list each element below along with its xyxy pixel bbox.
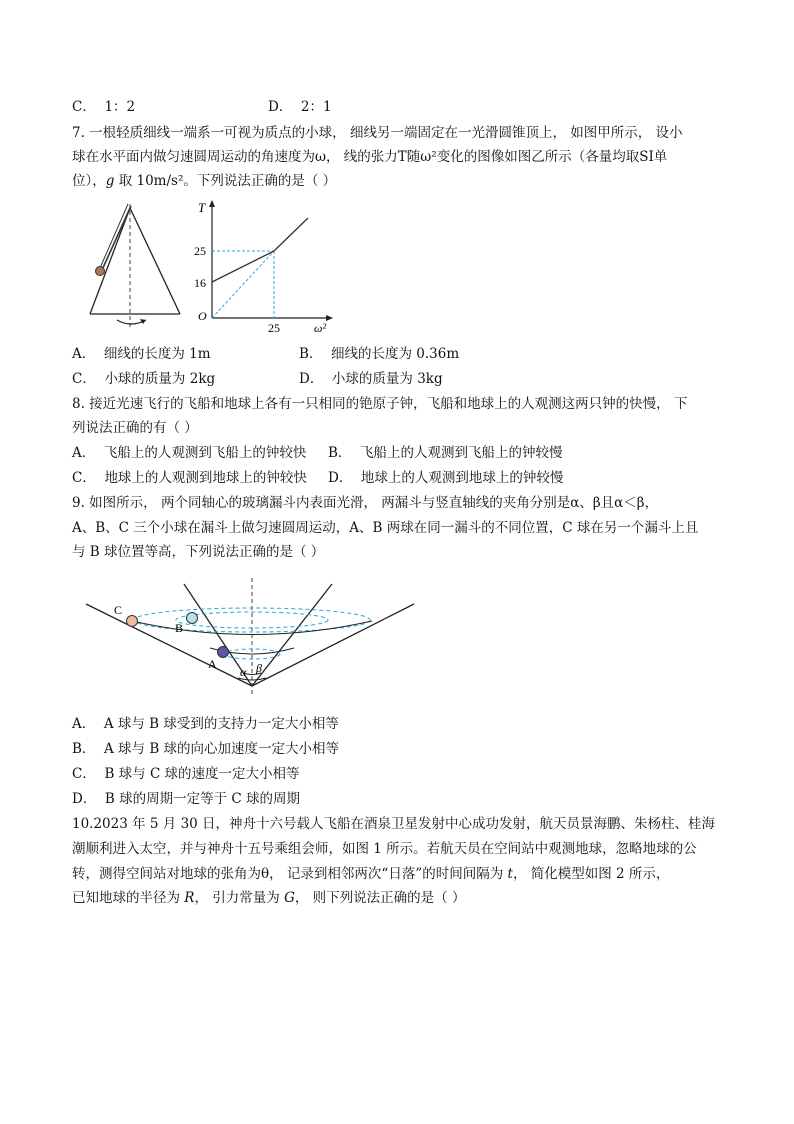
y-tick-25: 25 xyxy=(194,244,206,258)
q8-option-d: D． 地球上的人观测到地球上的钟较慢 xyxy=(328,470,564,486)
t-axis-label: T xyxy=(198,200,206,215)
x-tick-25: 25 xyxy=(268,321,280,335)
q6-option-c: C． 1：2 xyxy=(72,99,136,115)
ball xyxy=(96,267,105,276)
q7-option-d: D． 小球的质量为 3kg xyxy=(299,371,443,387)
q10-stem-line1: 10.2023 年 5 月 30 日，神舟十六号载人飞船在酒泉卫星发射中心成功发射，航天员景海鹏、朱杨柱、桂海 xyxy=(72,816,716,832)
q7-stem-line2: 球在水平面内做匀速圆周运动的角速度为ω， 线的张力T随ω²变化的图像如图乙所示（各量均取SI单 xyxy=(72,149,668,165)
q7-option-a: A． 细线的长度为 1m xyxy=(72,346,211,362)
q9-stem-line3: 与 B 球位置等高，下列说法正确的是（ ） xyxy=(72,544,325,560)
q8-option-b: B． 飞船上的人观测到飞船上的钟较慢 xyxy=(328,445,563,461)
q9-stem-line1: 9. 如图所示， 两个同轴心的玻璃漏斗内表面光滑， 两漏斗与竖直轴线的夹角分别是α、β且α＜β， xyxy=(72,495,659,511)
ball-b xyxy=(187,613,198,624)
q7-cone-figure xyxy=(84,198,194,332)
q7-stem-line3: 位），g 取 10m/s²。下列说法正确的是（ ） xyxy=(72,173,337,189)
q7-tension-graph xyxy=(190,196,340,336)
q8-option-c: C． 地球上的人观测到地球上的钟较快 xyxy=(72,470,307,486)
q9-stem-line2: A、B、C 三个小球在漏斗上做匀速圆周运动，A、B 两球在同一漏斗的不同位置，C 球在另一个漏斗上且 xyxy=(72,520,699,536)
q10-stem-line3: 转，测得空间站对地球的张角为θ， 记录到相邻两次“日落”的时间间隔为 t， 简化模型如图 2 所示， xyxy=(72,866,670,882)
q7-stem-line1: 7. 一根轻质细线一端系一可视为质点的小球， 细线另一端固定在一光滑圆锥顶上， 如图甲所示， 设小 xyxy=(72,125,683,141)
q9-option-a: A． A 球与 B 球受到的支持力一定大小相等 xyxy=(72,716,339,732)
q10-stem-line4: 已知地球的半径为 R， 引力常量为 G， 则下列说法正确的是（ ） xyxy=(72,890,466,906)
q9-funnel-figure xyxy=(80,578,420,698)
label-b: B xyxy=(175,621,184,635)
label-a: A xyxy=(208,657,217,671)
ball-a xyxy=(218,647,229,658)
label-c: C xyxy=(114,603,123,617)
w2-axis-label: ω² xyxy=(314,321,327,335)
q9-option-d: D． B 球的周期一定等于 C 球的周期 xyxy=(72,791,301,807)
q9-option-b: B． A 球与 B 球的向心加速度一定大小相等 xyxy=(72,741,340,757)
label-alpha: α xyxy=(240,665,247,679)
y-tick-16: 16 xyxy=(194,276,206,290)
label-beta: β xyxy=(256,661,262,675)
q8-stem-line1: 8. 接近光速飞行的飞船和地球上各有一只相同的铯原子钟，飞船和地球上的人观测这两只钟的快慢， 下 xyxy=(72,396,688,412)
q8-stem-line2: 列说法正确的有（ ） xyxy=(72,420,198,436)
ball-c xyxy=(127,616,138,627)
origin-label: O xyxy=(198,309,207,323)
q6-option-d: D． 2：1 xyxy=(268,99,332,115)
q10-stem-line2: 潮顺利进入太空，并与神舟十五号乘组会师，如图 1 所示。若航天员在空间站中观测地球，忽略地球的公 xyxy=(72,841,697,857)
q8-option-a: A． 飞船上的人观测到飞船上的钟较快 xyxy=(72,445,307,461)
q7-option-c: C． 小球的质量为 2kg xyxy=(72,371,216,387)
q9-option-c: C． B 球与 C 球的速度一定大小相等 xyxy=(72,766,300,782)
q7-option-b: B． 细线的长度为 0.36m xyxy=(299,346,460,362)
